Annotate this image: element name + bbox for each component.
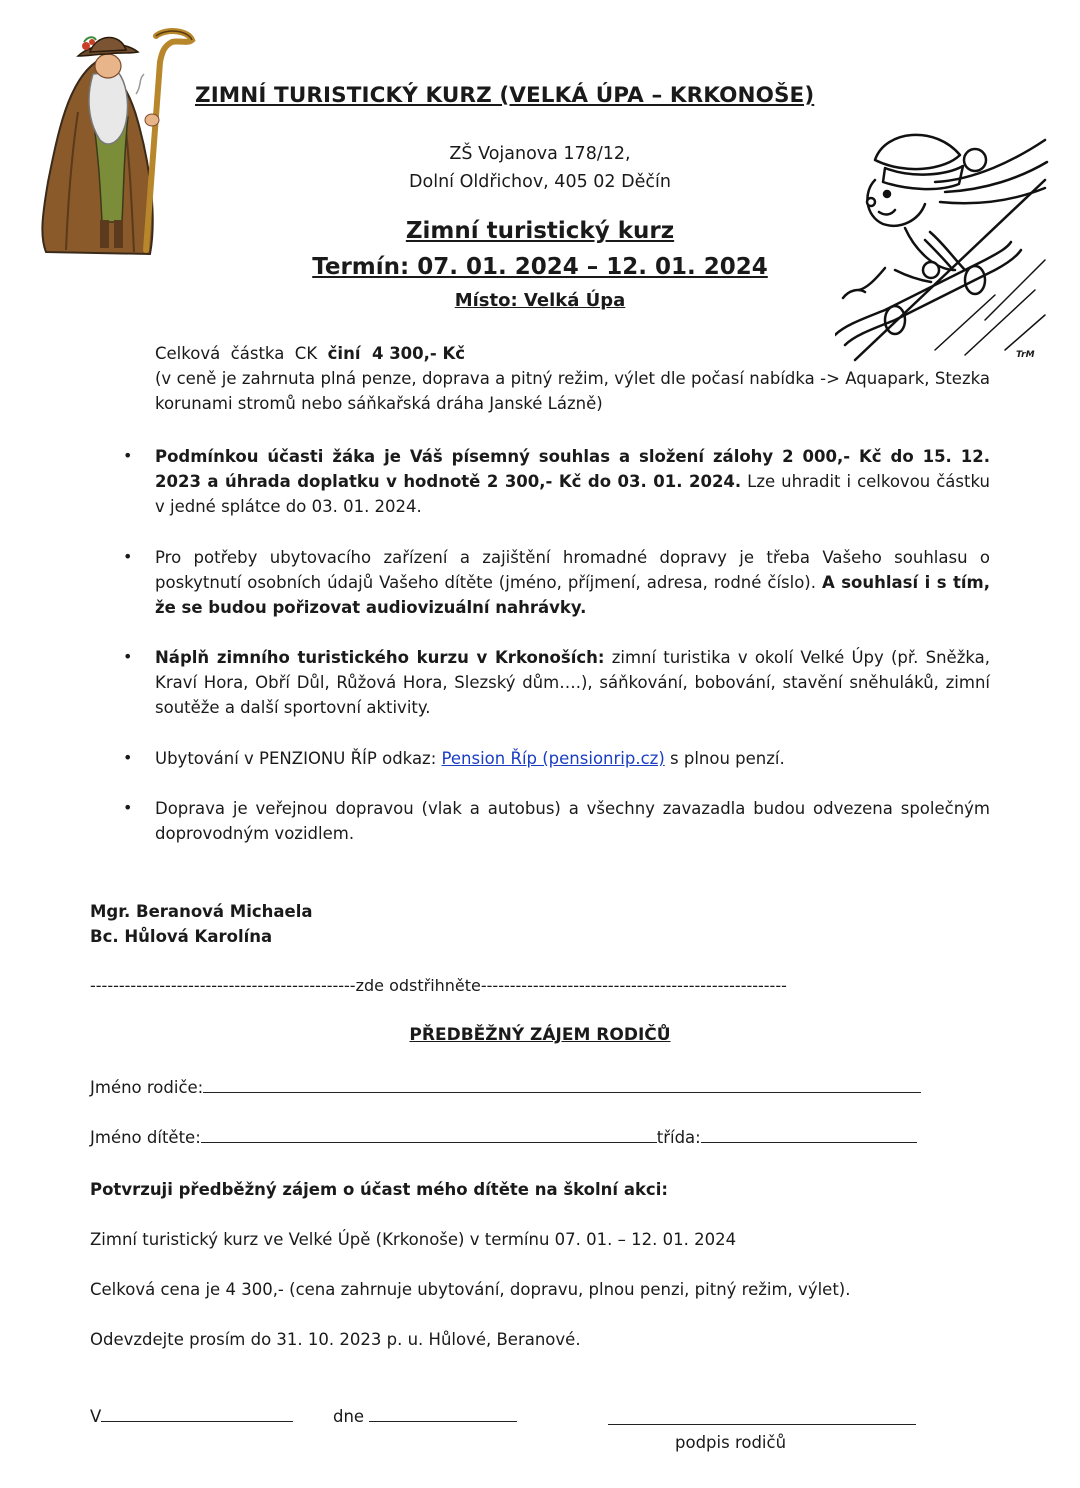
teacher-name: Bc. Hůlová Karolína <box>90 927 273 946</box>
bullet-dot: • <box>123 798 133 817</box>
parent-name-label: Jméno rodiče: <box>90 1078 204 1097</box>
child-name-row <box>90 1125 917 1150</box>
bullet-program <box>155 645 990 720</box>
bullet-transport: Doprava je veřejnou dopravou (vlak a autobus) a všechny zavazadla budou odvezena společným doprovodným vozidlem. <box>155 799 990 843</box>
school-line1: ZŠ Vojanova 178/12, <box>449 144 631 164</box>
deposit-note: Lze uhradit i celkovou částku v jedné splátce do 03. 01. 2024. <box>155 472 990 516</box>
cut-line: ----------------------------------------------zde odstřihněte----------------------------------------------------- <box>90 976 787 995</box>
signature-label: podpis rodičů <box>675 1433 787 1452</box>
bullet-dot: • <box>123 748 133 767</box>
class-field[interactable] <box>701 1142 917 1143</box>
page-title: ZIMNÍ TURISTICKÝ KURZ (VELKÁ ÚPA – KRKONOŠE) <box>195 83 815 108</box>
place-field[interactable] <box>101 1421 293 1422</box>
parent-name-field[interactable] <box>203 1092 921 1093</box>
price-amount: činí 4 300,- Kč <box>327 344 466 363</box>
place-row <box>90 1404 293 1429</box>
consent-text: Pro potřeby ubytovacího zařízení a zajištění hromadné dopravy je třeba Vašeho souhlasu o poskytnutí osobních údajů Vašeho dítěte (jméno, příjmení, adresa, rodné číslo). <box>155 548 990 592</box>
accommodation-text: Ubytování v PENZIONU ŘÍP odkaz: <box>155 749 442 768</box>
date-row <box>333 1404 517 1429</box>
date-field[interactable] <box>369 1421 517 1422</box>
confirm-statement: Potvrzuji předběžný zájem o účast mého dítěte na školní akci: <box>90 1180 668 1199</box>
signature-field[interactable] <box>608 1424 916 1425</box>
bullet-deposit <box>155 444 990 519</box>
submission-deadline: Odevzdejte prosím do 31. 10. 2023 p. u. Hůlové, Beranové. <box>90 1330 581 1349</box>
accommodation-suffix: s plnou penzí. <box>664 749 785 768</box>
illustration-signature: TrM <box>1016 350 1035 360</box>
place-label: V <box>90 1407 102 1426</box>
price-note: (v ceně je zahrnuta plná penze, doprava a pitný režim, výlet dle počasí nabídka -> Aquapark, Stezka korunami stromů nebo sáňkařská dráha Janské Lázně) <box>155 369 990 413</box>
course-place: Místo: Velká Úpa <box>454 290 626 311</box>
bullet-dot: • <box>123 547 133 566</box>
date-label: dne <box>333 1407 365 1426</box>
child-name-label: Jméno dítěte: <box>90 1128 201 1147</box>
course-term: Termín: 07. 01. 2024 – 12. 01. 2024 <box>312 254 768 280</box>
program-heading: Náplň zimního turistického kurzu v Krkonoších: <box>155 648 605 667</box>
bullet-dot: • <box>123 446 133 465</box>
price-label: Celková částka CK <box>155 344 328 363</box>
bullet-consent <box>155 545 990 620</box>
event-description: Zimní turistický kurz ve Velké Úpě (Krkonoše) v termínu 07. 01. – 12. 01. 2024 <box>90 1230 737 1249</box>
price-summary: Celková cena je 4 300,- (cena zahrnuje ubytování, dopravu, plnou penzi, pitný režim, výlet). <box>90 1280 851 1299</box>
bullet-accommodation <box>155 746 990 771</box>
deposit-condition: Podmínkou účasti žáka je Váš písemný souhlas a složení zálohy 2 000,- Kč do 15. 12. 2023 a úhrada doplatku v hodnotě 2 300,- Kč do 03. 01. 2024. <box>155 447 990 491</box>
school-address <box>0 140 1080 196</box>
pension-link[interactable]: Pension Říp (pensionrip.cz) <box>441 749 665 768</box>
price-paragraph <box>155 341 990 416</box>
program-text: zimní turistika v okolí Velké Úpy (př. Sněžka, Kraví Hora, Obří Důl, Růžová Hora, Slezský dům….), sáňkování, bobování, stavění sněhuláků, zimní soutěže a další sportovní aktivity. <box>155 648 990 717</box>
class-label: třída: <box>656 1128 701 1147</box>
child-name-field[interactable] <box>201 1142 657 1143</box>
course-title: Zimní turistický kurz <box>405 218 675 244</box>
teacher-name: Mgr. Beranová Michaela <box>90 902 313 921</box>
parent-name-row <box>90 1075 921 1100</box>
teachers <box>90 899 313 949</box>
consent-media: A souhlasí i s tím, že se budou pořizovat audiovizuální nahrávky. <box>155 573 990 617</box>
bullet-dot: • <box>123 647 133 666</box>
school-line2: Dolní Oldřichov, 405 02 Děčín <box>409 172 671 192</box>
form-heading: PŘEDBĚŽNÝ ZÁJEM RODIČŮ <box>409 1025 671 1045</box>
